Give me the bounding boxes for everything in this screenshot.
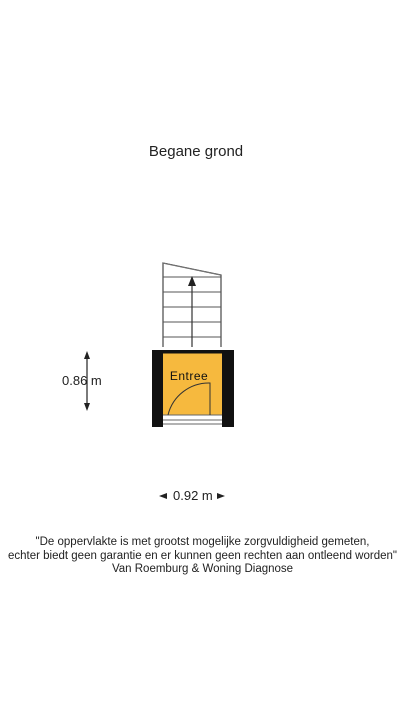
disclaimer bbox=[0, 536, 405, 577]
wall-right bbox=[222, 351, 234, 427]
dimension-vertical-label: 0.86 m bbox=[62, 373, 102, 388]
disclaimer-line: "De oppervlakte is met grootst mogelijke zorgvuldigheid gemeten, bbox=[35, 536, 370, 548]
floor-title: Begane grond bbox=[148, 143, 244, 160]
room-entree bbox=[152, 350, 234, 427]
room-label: Entree bbox=[169, 369, 209, 383]
dimension-horizontal-label: 0.92 m bbox=[173, 488, 213, 503]
arrow-right-icon bbox=[217, 493, 225, 499]
disclaimer-line: echter biedt geen garantie en er kunnen geen rechten aan ontleend worden" bbox=[8, 549, 397, 562]
arrow-up-icon bbox=[84, 351, 90, 359]
arrow-down-icon bbox=[84, 403, 90, 411]
wall-top bbox=[152, 350, 234, 354]
wall-left bbox=[152, 351, 163, 427]
disclaimer-credit: Van Roemburg & Woning Diagnose bbox=[111, 563, 294, 575]
arrow-left-icon bbox=[159, 493, 167, 499]
staircase bbox=[163, 263, 221, 347]
